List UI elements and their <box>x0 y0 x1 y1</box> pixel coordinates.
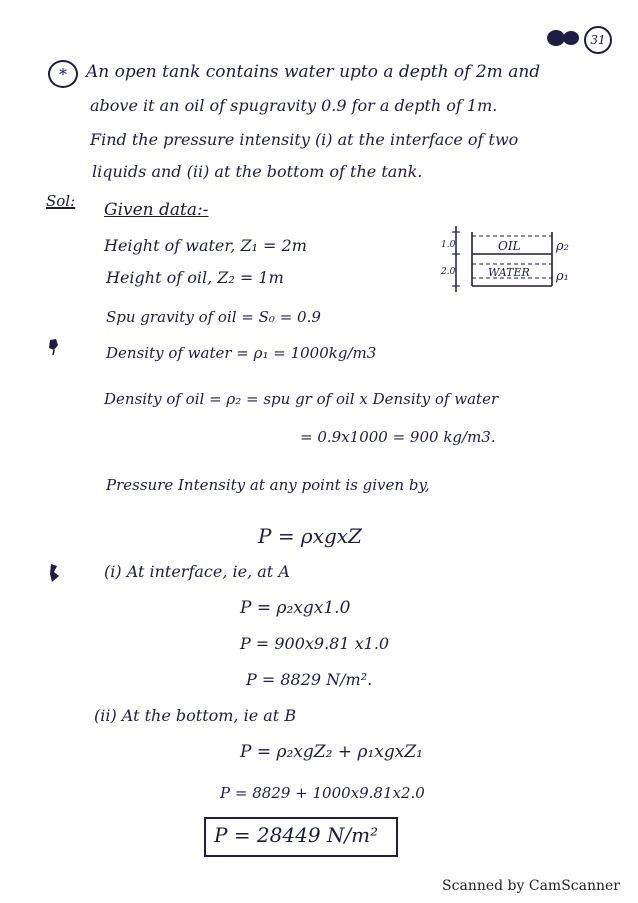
problem-marker: * <box>48 60 78 88</box>
oil-label: OIL <box>498 239 521 253</box>
ink-blot-icon <box>44 336 64 356</box>
tank-diagram <box>440 224 580 304</box>
ink-blot-icon <box>46 562 64 584</box>
water-depth-label: 2.0 <box>441 267 456 277</box>
height-water: Height of water, Z₁ = 2m <box>104 236 307 255</box>
sp-gravity-oil: Spu gravity of oil = S₀ = 0.9 <box>106 308 321 326</box>
given-heading: Given data:- <box>104 200 209 220</box>
part-i-step-2: P = 900x9.81 x1.0 <box>240 634 390 653</box>
rho-water-label: ρ₁ <box>556 269 569 284</box>
problem-line-4: liquids and (ii) at the bottom of the tank. <box>92 162 423 181</box>
part-i-step-1: P = ρ₂xgx1.0 <box>240 598 351 618</box>
rho-oil-label: ρ₂ <box>556 239 569 254</box>
density-oil-calc: = 0.9x1000 = 900 kg/m3. <box>300 428 496 446</box>
part-ii-result: P = 28449 N/m² <box>214 823 379 847</box>
problem-line-2: above it an oil of spugravity 0.9 for a depth of 1m. <box>90 96 498 115</box>
height-oil: Height of oil, Z₂ = 1m <box>106 268 284 287</box>
part-ii-step-2: P = 8829 + 1000x9.81x2.0 <box>220 784 425 802</box>
water-label: WATER <box>488 266 530 279</box>
solution-label: Sol: <box>46 192 76 210</box>
oil-depth-label: 1.0 <box>441 240 456 250</box>
part-i-result: P = 8829 N/m². <box>246 670 373 689</box>
part-ii-step-1: P = ρ₂xgZ₂ + ρ₁xgxZ₁ <box>240 742 423 762</box>
pressure-intro: Pressure Intensity at any point is given by, <box>106 476 430 494</box>
part-i-heading: (i) At interface, ie, at A <box>104 562 290 581</box>
density-oil: Density of oil = ρ₂ = spu gr of oil x Density of water <box>104 390 499 408</box>
pressure-formula: P = ρxgxZ <box>258 524 362 548</box>
density-water: Density of water = ρ₁ = 1000kg/m3 <box>106 344 377 362</box>
part-ii-heading: (ii) At the bottom, ie at B <box>94 706 297 725</box>
scanner-footer: Scanned by CamScanner <box>442 878 620 894</box>
problem-line-3: Find the pressure intensity (i) at the interface of two <box>90 130 519 149</box>
page-number: 31 <box>584 26 612 54</box>
scribble-icon <box>546 28 580 48</box>
problem-line-1: An open tank contains water upto a depth of 2m and <box>86 62 541 82</box>
